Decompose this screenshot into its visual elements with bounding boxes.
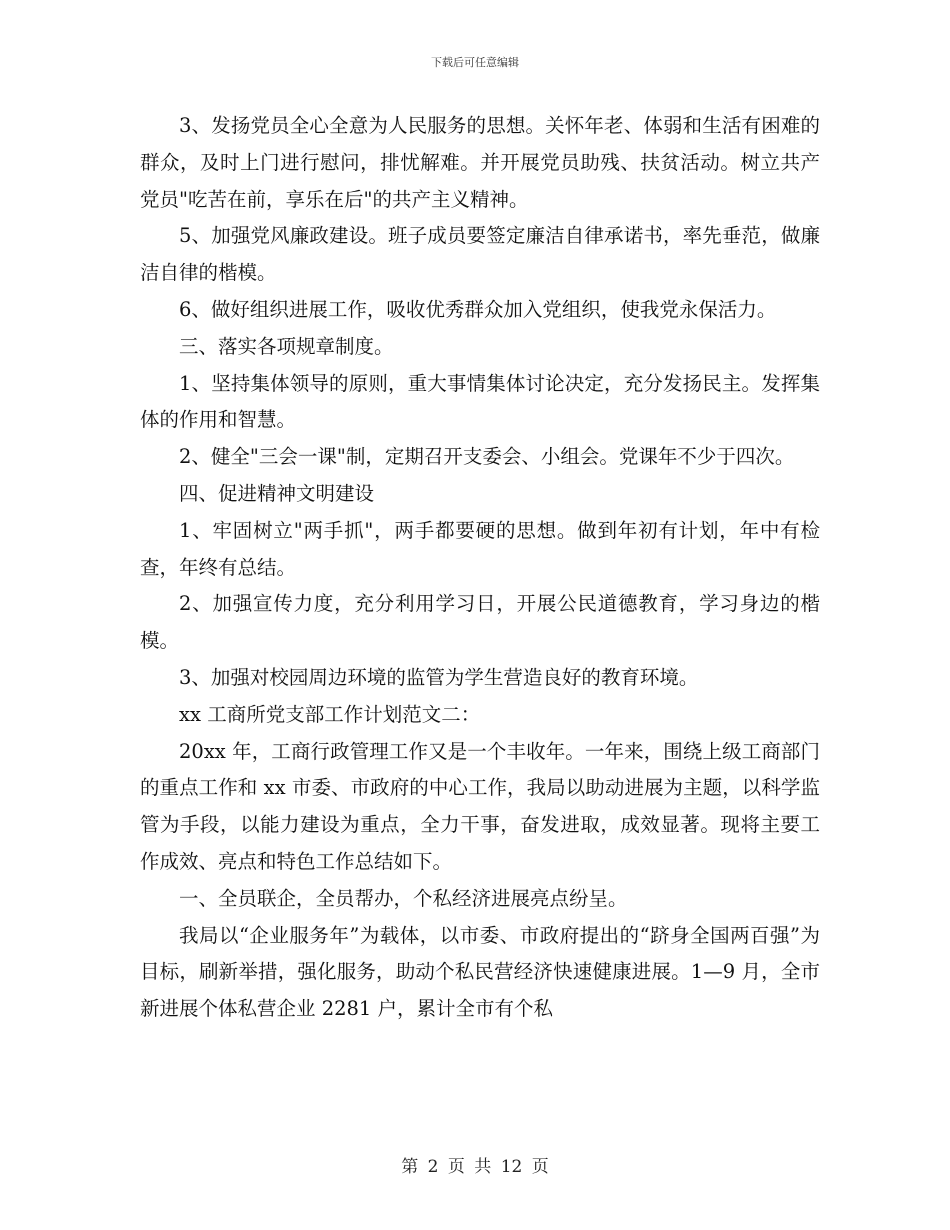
document-body — [140, 108, 820, 1028]
section-heading-enterprise: 一、全员联企，全员帮办，个私经济进展亮点纷呈。 — [179, 886, 628, 910]
paragraph-two-hands: 1、牢固树立"两手抓"，两手都要硬的思想。做到年初有计划，年中有检查，年终有总结。 — [140, 518, 820, 579]
section-heading-rules: 三、落实各项规章制度。 — [179, 334, 394, 358]
page-footer: 第 2 页 共 12 页 — [401, 1157, 549, 1177]
section-heading-civilization: 四、促进精神文明建设 — [179, 481, 375, 505]
paragraph-integrity: 5、加强党风廉政建设。班子成员要签定廉洁自律承诺书，率先垂范，做廉洁自律的楷模。 — [140, 224, 820, 285]
paragraph-service-year: 我局以“企业服务年”为载体，以市委、市政府提出的“跻身全国两百强”为目标，刷新举措，强化服务，助动个私民营经济快速健康进展。1—9 月，全市新进展个体私营企业 2281 户，累计全市有个私 — [140, 923, 820, 1021]
paragraph-collective-leadership: 1、坚持集体领导的原则，重大事情集体讨论决定，充分发扬民主。发挥集体的作用和智慧。 — [140, 371, 820, 432]
paragraph-campus: 3、加强对校园周边环境的监管为学生营造良好的教育环境。 — [179, 665, 699, 689]
paragraph-annual-summary: 20xx 年，工商行政管理工作又是一个丰收年。一年来，围绕上级工商部门的重点工作和 xx 市委、市政府的中心工作，我局以助动进展为主题，以科学监管为手段，以能力建设为重点，全力干事，奋发进取，成效显著。现将主要工作成效、亮点和特色工作总结如下。 — [140, 739, 820, 873]
paragraph-organization: 6、做好组织进展工作，吸收优秀群众加入党组织，使我党永保活力。 — [179, 297, 777, 321]
paragraph-meetings: 2、健全"三会一课"制，定期召开支委会、小组会。党课年不少于四次。 — [179, 445, 795, 469]
paragraph-publicity: 2、加强宣传力度，充分利用学习日，开展公民道德教育，学习身边的楷模。 — [140, 592, 820, 653]
paragraph-service-thought: 3、发扬党员全心全意为人民服务的思想。关怀年老、体弱和生活有困难的群众，及时上门进行慰问，排忧解难。并开展党员助残、扶贫活动。树立共产党员"吃苦在前，享乐在后"的共产主义精神。 — [140, 114, 820, 211]
page-header: 下载后可任意编辑 — [431, 56, 519, 69]
section-heading-sample-two: xx 工商所党支部工作计划范文二： — [179, 702, 481, 726]
